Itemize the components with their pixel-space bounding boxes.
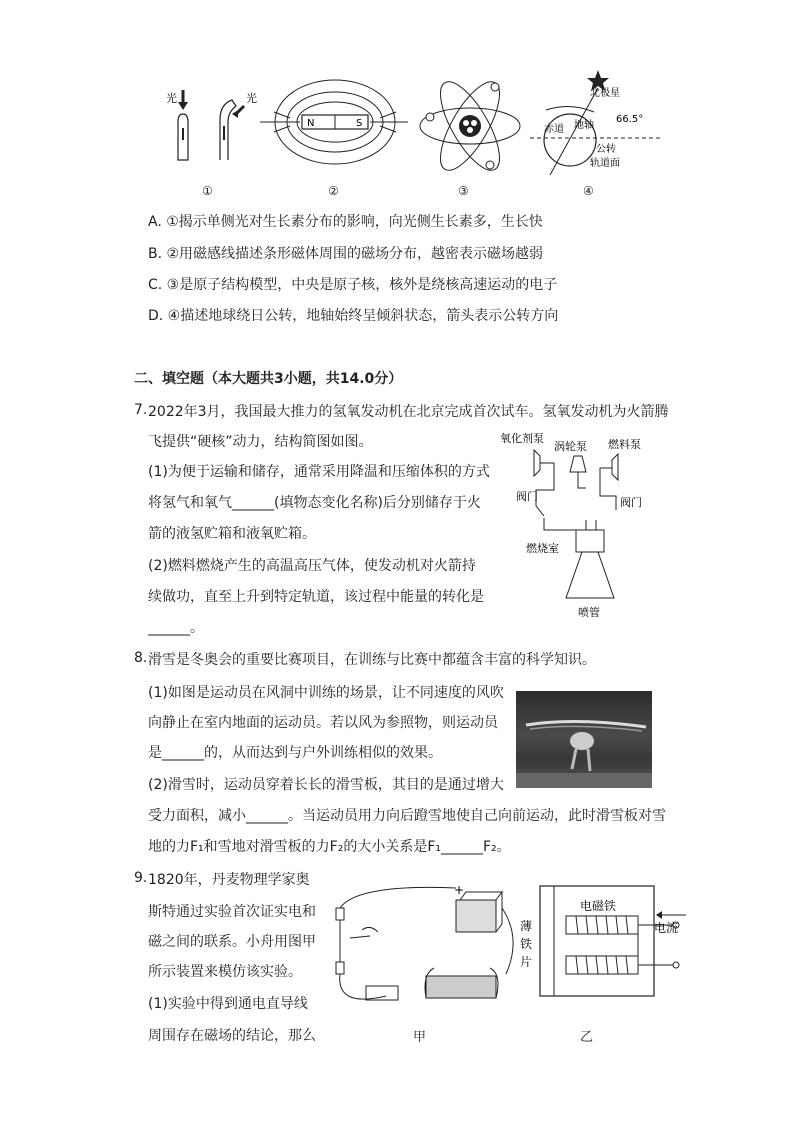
q7-line-7: 续做功，直至上升到特定轨道，该过程中能量的转化是: [148, 589, 484, 605]
diagram-jia-label: 甲: [413, 1030, 427, 1045]
q9-line-6: 周围存在磁场的结论，那么: [148, 1028, 316, 1044]
q7-line-6: (2)燃料燃烧产生的高温高压气体，使发动机对火箭持: [148, 558, 476, 574]
q7-number: 7.: [134, 402, 148, 418]
q9-line-4: 所示装置来模仿该实验。: [148, 964, 302, 980]
valve-left-label: 阀门: [516, 490, 538, 503]
nozzle-label: 喷管: [578, 606, 600, 619]
figure-label-3: ③: [458, 184, 469, 198]
q8-line-1: 滑雪是冬奥会的重要比赛项目，在训练与比赛中都蕴含丰富的科学知识。: [148, 652, 596, 668]
q9-line-1: 1820年，丹麦物理学家奥: [148, 872, 310, 888]
north-pole-label: N: [307, 118, 315, 129]
option-b: B. ②用磁感线描述条形磁体周围的磁场分布，越密表示磁场越弱: [148, 246, 544, 262]
polaris-label: 北极星: [590, 88, 620, 99]
figure-label-2: ②: [328, 184, 339, 198]
figure-label-4: ④: [583, 184, 594, 198]
atom-model-figure: [420, 74, 520, 179]
q7-line-8: ______。: [148, 620, 204, 636]
q9-number: 9.: [134, 870, 148, 886]
q9-line-2: 斯特通过实验首次证实电和: [148, 904, 316, 920]
earth-orbit-figure: [530, 70, 660, 175]
thin-iron-label-2: 铁: [520, 937, 533, 951]
oxidizer-pump-label: 氧化剂泵: [500, 432, 544, 445]
q8-line-4: 是______的，从而达到与户外训练相似的效果。: [148, 745, 442, 761]
valve-right-label: 阀门: [620, 496, 642, 509]
option-d: D. ④描述地球绕日公转，地轴始终呈倾斜状态，箭头表示公转方向: [148, 308, 559, 324]
plus-sign: +: [454, 883, 465, 897]
electromagnet-label: 电磁铁: [580, 899, 617, 913]
q8-line-6: 受力面积，减小______。当运动员用力向后蹬雪地使自己向前运动，此时滑雪板对雪: [148, 808, 666, 824]
combustion-chamber-label: 燃烧室: [526, 542, 559, 555]
q8-line-2: (1)如图是运动员在风洞中训练的场景，让不同速度的风吹: [148, 685, 504, 701]
turbine-pump-label: 涡轮泵: [554, 440, 587, 453]
q8-line-7: 地的力F₁和雪地对滑雪板的力F₂的大小关系是F₁______F₂。: [148, 839, 511, 855]
earth-axis-label: 地轴: [574, 120, 594, 131]
engine-diagram: [496, 428, 656, 628]
figure-label-1: ①: [202, 184, 213, 198]
orbit-label: 公转: [596, 144, 616, 155]
q7-line-4: 将氢气和氧气______(填物态变化名称)后分别储存于火: [148, 495, 481, 511]
light-label-right: 光: [246, 92, 257, 105]
light-label-left: 光: [166, 92, 177, 105]
oersted-apparatus-diagram: [326, 878, 526, 1018]
q8-line-3: 向静止在室内地面的运动员。若以风为参照物，则运动员: [148, 715, 498, 731]
q7-line-5: 箭的液氢贮箱和液氧贮箱。: [148, 526, 316, 542]
axis-angle-label: 66.5°: [616, 114, 644, 125]
option-a: A. ①揭示单侧光对生长素分布的影响，向光侧生长素多，生长快: [148, 214, 543, 230]
fuel-pump-label: 燃料泵: [608, 438, 641, 451]
section-title: 二、填空题（本大题共3小题，共14.0分）: [134, 371, 403, 387]
south-pole-label: S: [356, 118, 363, 129]
q7-line-3: (1)为便于运输和储存，通常采用降温和压缩体积的方式: [148, 464, 490, 480]
q9-line-3: 磁之间的联系。小舟用图甲: [148, 934, 316, 950]
current-label: 电流: [654, 921, 679, 935]
equator-label: 赤道: [544, 124, 564, 135]
option-c: C. ③是原子结构模型，中央是原子核，核外是绕核高速运动的电子: [148, 277, 558, 293]
orbit-plane-label: 轨道面: [590, 158, 620, 169]
q7-line-2: 飞提供“硬核”动力，结构简图如图。: [148, 434, 373, 450]
q8-number: 8.: [134, 650, 148, 666]
thin-iron-label-3: 片: [520, 955, 533, 969]
diagram-yi-label: 乙: [580, 1030, 594, 1045]
figure-row: [150, 60, 670, 202]
q7-line-1: 2022年3月，我国最大推力的氢氧发动机在北京完成首次试车。氢氧发动机为火箭腾: [148, 404, 669, 420]
plant-phototropism-figure: [166, 90, 257, 160]
electromagnet-diagram: [516, 882, 696, 1002]
wind-tunnel-photo: [516, 691, 652, 788]
q9-line-5: (1)实验中得到通电直导线: [148, 996, 308, 1012]
bar-magnet-field-figure: [260, 80, 408, 164]
q8-line-5: (2)滑雪时，运动员穿着长长的滑雪板，其目的是通过增大: [148, 777, 504, 793]
thin-iron-label-1: 薄: [520, 919, 533, 933]
